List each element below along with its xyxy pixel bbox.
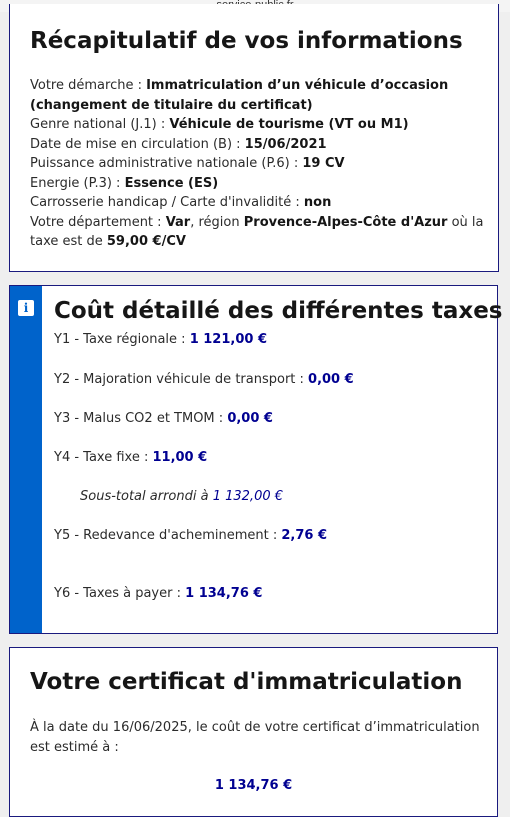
info-side-bar [10,286,42,633]
recap-departement: Votre département : Var, région Provence-Alpes-Côte d'Azur où la taxe est de 59,00 €/CV [30,214,484,249]
tax-line-y5: Y5 - Redevance d'acheminement : 2,76 € [54,528,328,543]
tax-line-y3: Y3 - Malus CO2 et TMOM : 0,00 € [54,411,273,426]
tax-line-y6: Y6 - Taxes à payer : 1 134,76 € [54,586,263,601]
recap-handicap: Carrosserie handicap / Carte d'invalidité : non [30,195,332,210]
info-icon: i [18,300,34,316]
recap-energie: Energie (P.3) : Essence (ES) [30,175,219,191]
tax-subtotal: Sous-total arrondi à 1 132,00 € [80,489,284,504]
certificat-card [9,647,498,817]
recap-genre: Genre national (J.1) : Véhicule de tourisme (VT ou M1) [30,117,409,132]
recap-details [30,76,492,252]
recap-puissance: Puissance administrative nationale (P.6) : 19 CV [30,156,345,171]
recap-date: Date de mise en circulation (B) : 15/06/2021 [30,136,327,152]
taxes-title: Coût détaillé des différentes taxes [54,298,503,324]
certificat-total: 1 134,76 € [214,778,293,793]
recap-title: Récapitulatif de vos informations [30,28,463,54]
taxes-detail-card [9,285,503,634]
recap-demarche: Votre démarche : Immatriculation d’un véhicule d’occasion (changement de titulaire du certificat) [30,78,449,113]
certificat-text: À la date du 16/06/2025, le coût de votre certificat d’immatriculation est estimé à : [30,720,480,755]
tax-line-y2: Y2 - Majoration véhicule de transport : 0,00 € [54,372,354,387]
tax-line-y1: Y1 - Taxe régionale : 1 121,00 € [54,332,267,347]
recap-card [9,4,499,272]
certificat-title: Votre certificat d'immatriculation [30,669,463,695]
tax-line-y4: Y4 - Taxe fixe : 11,00 € [54,450,208,465]
